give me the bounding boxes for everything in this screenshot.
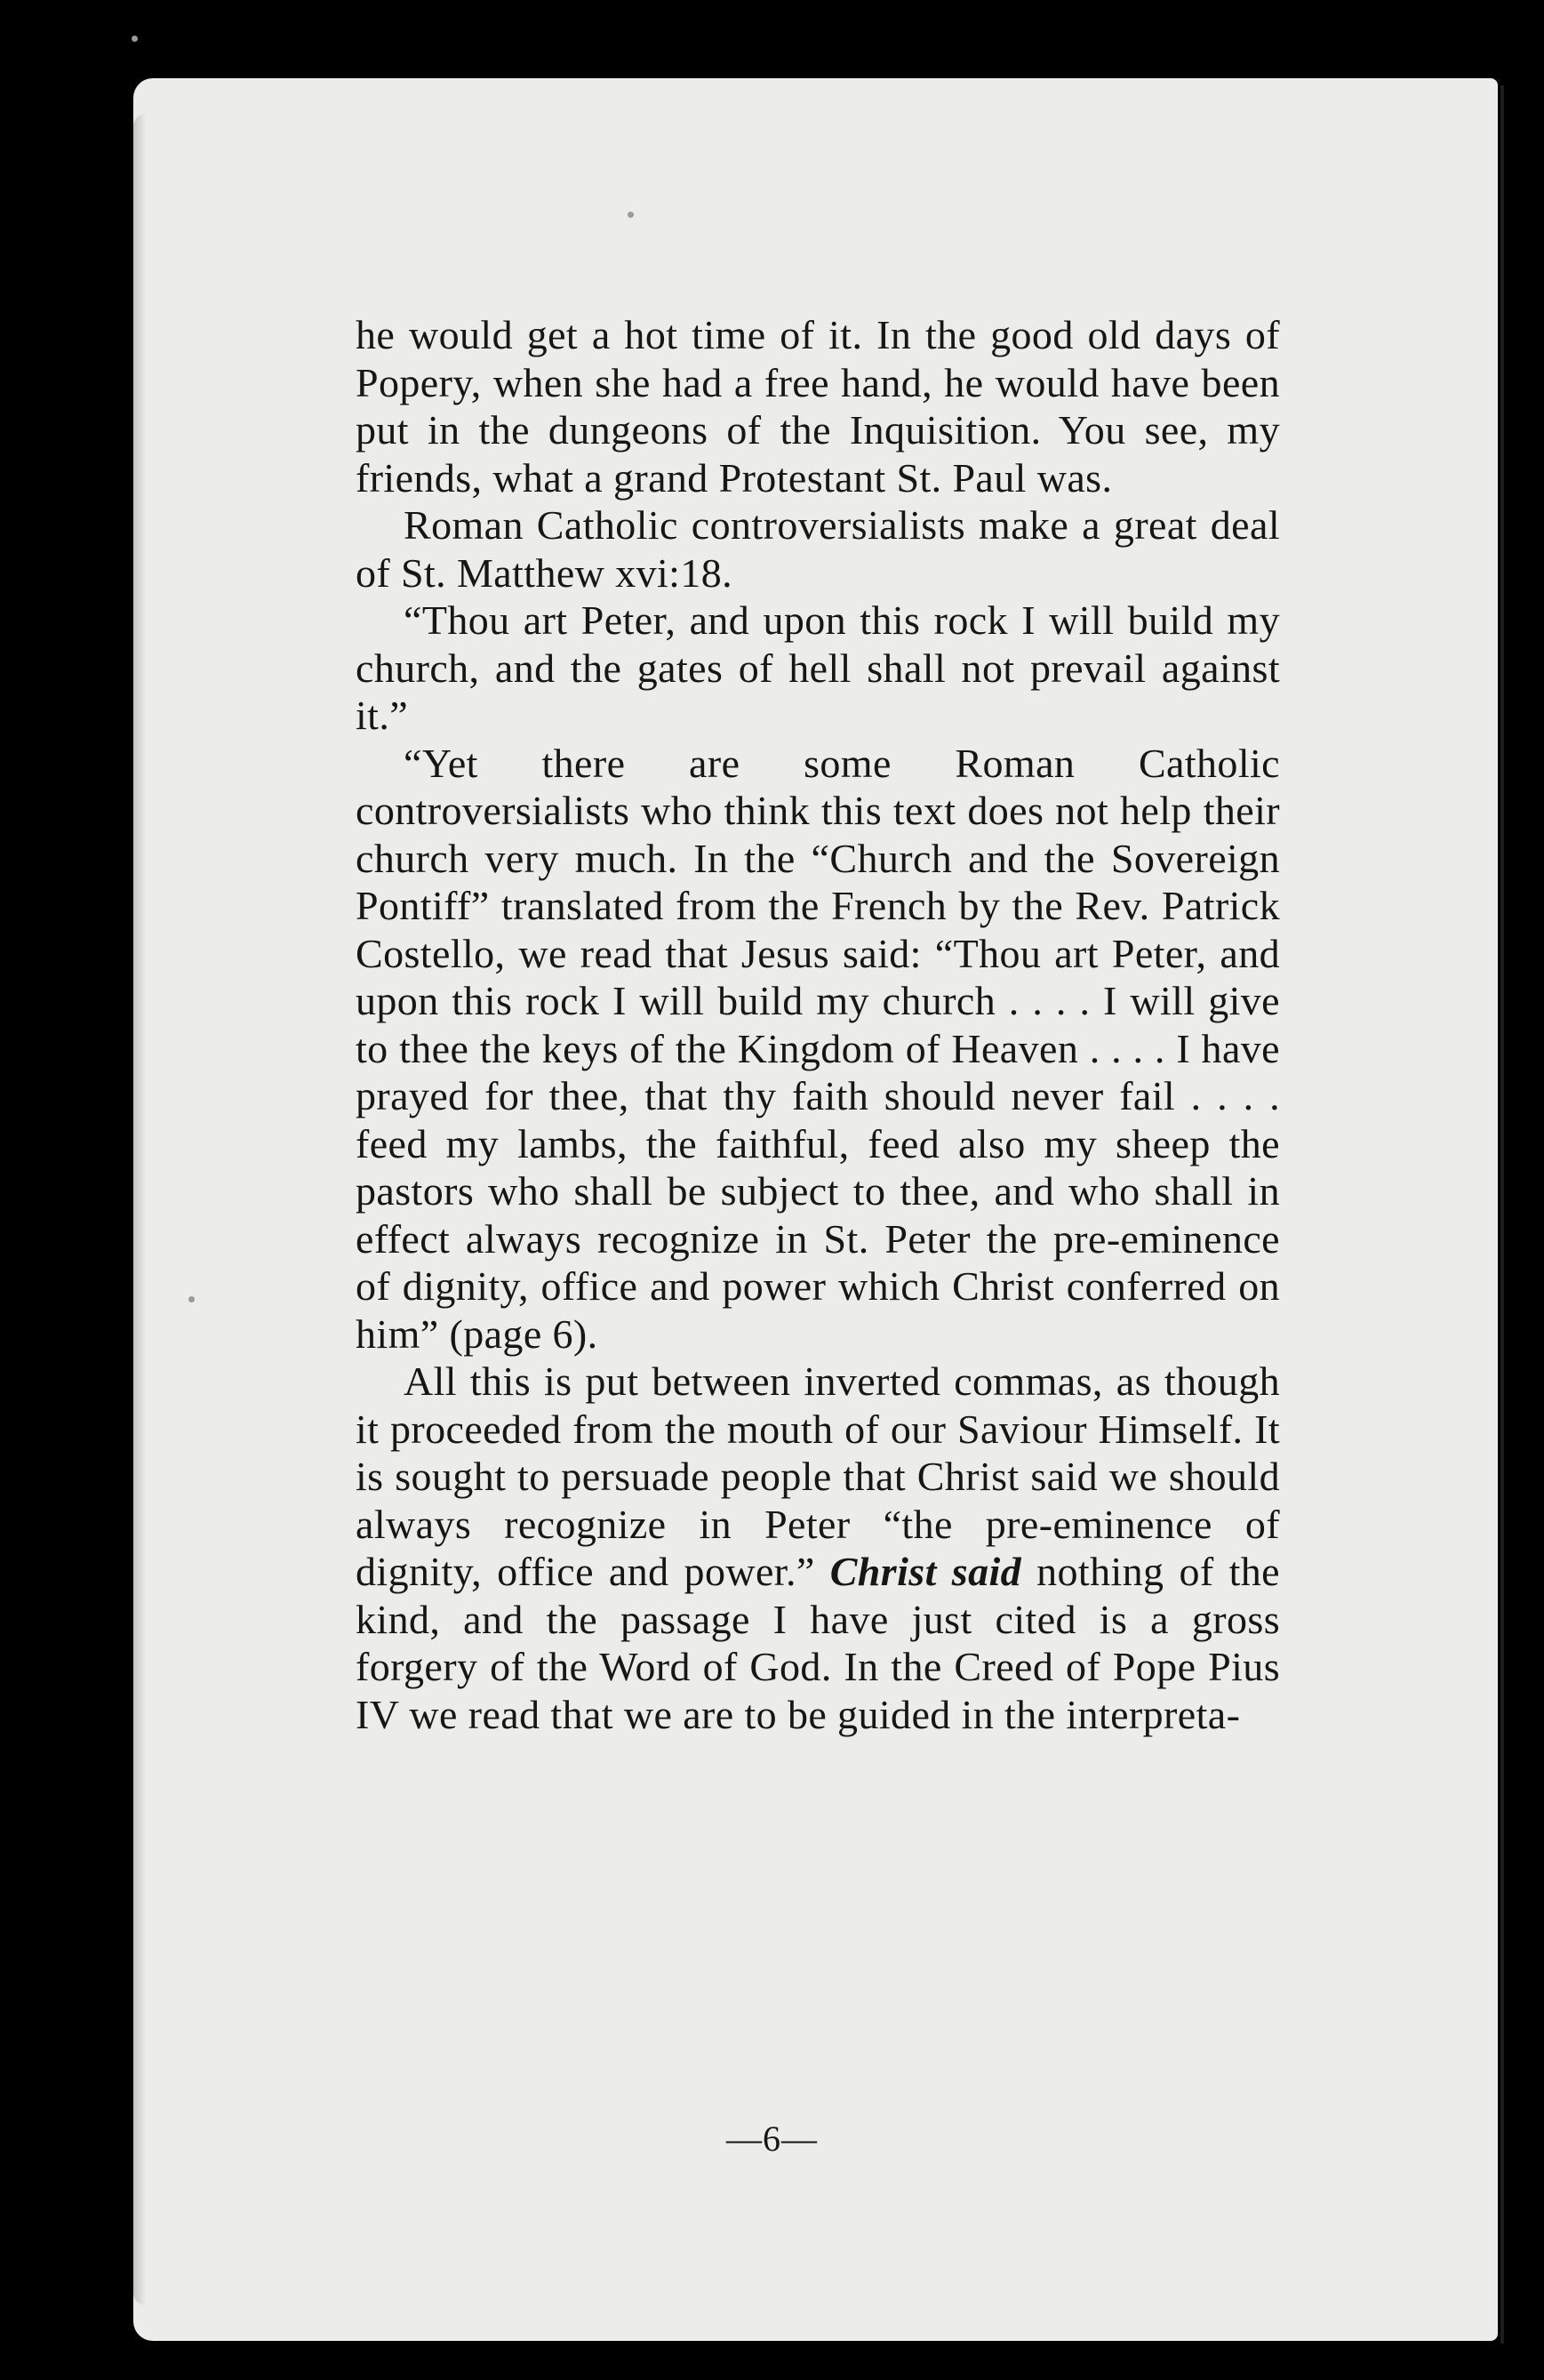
page-edge-rule: [1500, 85, 1504, 2344]
paragraph-text: nothing of the kind, and the passage I have just cited is a gross forgery of the Word of God. In the Creed of Pope Pius IV we read that we are to be guided in the interpreta-: [356, 1549, 1281, 1737]
paragraph-text: Roman Catholic controversialists make a great deal of St. Matthew xvi:18.: [356, 502, 1280, 596]
scan-speck: [628, 212, 634, 218]
page-number: —6—: [726, 2119, 818, 2159]
scan-speck: [188, 1296, 195, 1302]
body-paragraph: [356, 311, 1280, 501]
body-paragraph: [356, 501, 1280, 597]
body-paragraph: [356, 1358, 1280, 1738]
paragraph-text: “Thou art Peter, and upon this rock I will build my church, and the gates of hell shall not prevail against it.”: [356, 597, 1280, 738]
emphasis-text: Christ said: [829, 1549, 1022, 1594]
scan-speck: [132, 36, 138, 42]
body-paragraph: [356, 740, 1280, 1358]
paragraph-text: All this is put between inverted commas, as though it proceeded from the mouth of our Saviour Himself. It is sought to persuade people that Christ said we should always recognize in Peter “the pre-eminence of dignity, office and power.”: [356, 1358, 1280, 1594]
body-text: [356, 311, 1280, 1738]
paragraph-text: he would get a hot time of it. In the good old days of Popery, when she had a free hand, he would have been put in the dungeons of the Inquisition. You see, my friends, what a grand Protestant St. Paul was.: [356, 312, 1280, 501]
body-paragraph: [356, 597, 1280, 740]
paragraph-text: “Yet there are some Roman Catholic controversialists who think this text does not help their church very much. In the “Church and the Sovereign Pontiff” translated from the French by the Rev. Patrick Costello, we read that Jesus said: “Thou art Peter, and upon this rock I will build my church . . . . I will give to thee the keys of the Kingdom of Heaven . . . . I have prayed for thee, that thy faith should never fail . . . . feed my lambs, the faithful, feed also my sheep the pastors who shall be subject to thee, and who shall in effect always recognize in St. Peter the pre-eminence of dignity, office and power which Christ conferred on him” (page 6).: [356, 740, 1280, 1357]
